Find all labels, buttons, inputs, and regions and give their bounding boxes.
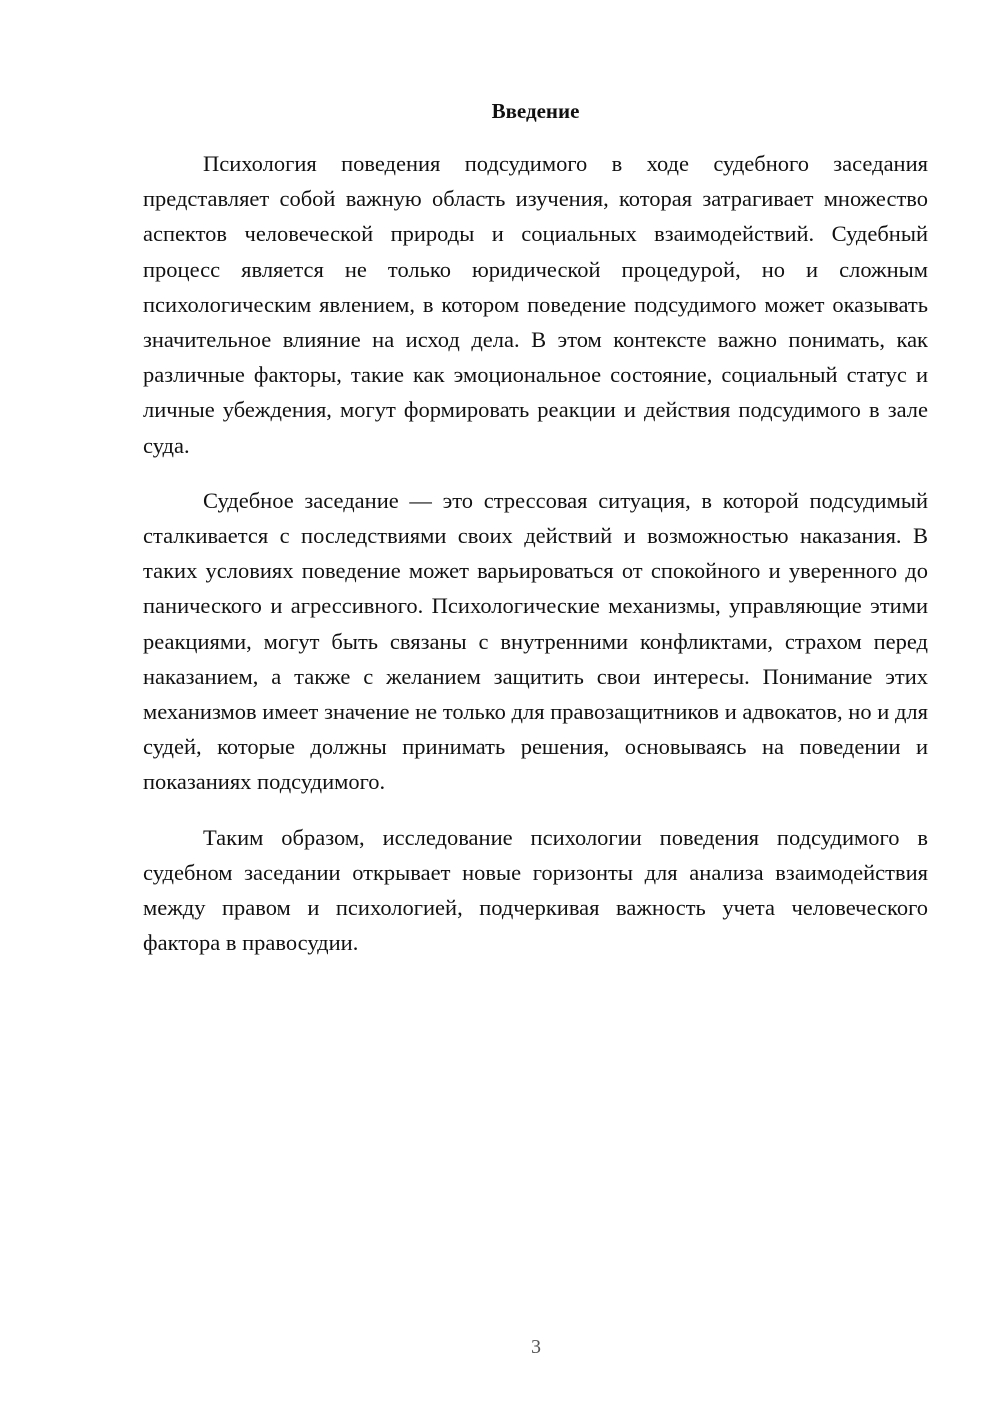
paragraph-2: Судебное заседание — это стрессовая ситуация, в которой подсудимый сталкивается с последствиями своих действий и возможностью наказания. В таких условиях поведение может варьироваться от спокойного и уверенного до панического и агрессивного. Психологические механизмы, управляющие этими реакциями, могут быть связаны с внутренними конфликтами, страхом перед наказанием, а также с желанием защитить свои интересы. Понимание этих механизмов имеет значение не только для правозащитников и адвокатов, но и для судей, которые должны принимать решения, основываясь на поведении и показаниях подсудимого. bbox=[143, 487, 928, 795]
document-body bbox=[143, 96, 928, 980]
paragraph-3: Таким образом, исследование психологии поведения подсудимого в судебном заседании открывает новые горизонты для анализа взаимодействия между правом и психологией, подчеркивая важность учета человеческого фактора в правосудии. bbox=[143, 824, 928, 956]
page-number: 3 bbox=[531, 1336, 541, 1358]
paragraph-1: Психология поведения подсудимого в ходе судебного заседания представляет собой важную область изучения, которая затрагивает множество аспектов человеческой природы и социальных взаимодействий. Судебный процесс является не только юридической процедурой, но и сложным психологическим явлением, в котором поведение подсудимого может оказывать значительное влияние на исход дела. В этом контексте важно понимать, как различные факторы, такие как эмоциональное состояние, социальный статус и личные убеждения, могут формировать реакции и действия подсудимого в зале суда. bbox=[143, 151, 928, 458]
section-title: Введение bbox=[491, 99, 580, 123]
